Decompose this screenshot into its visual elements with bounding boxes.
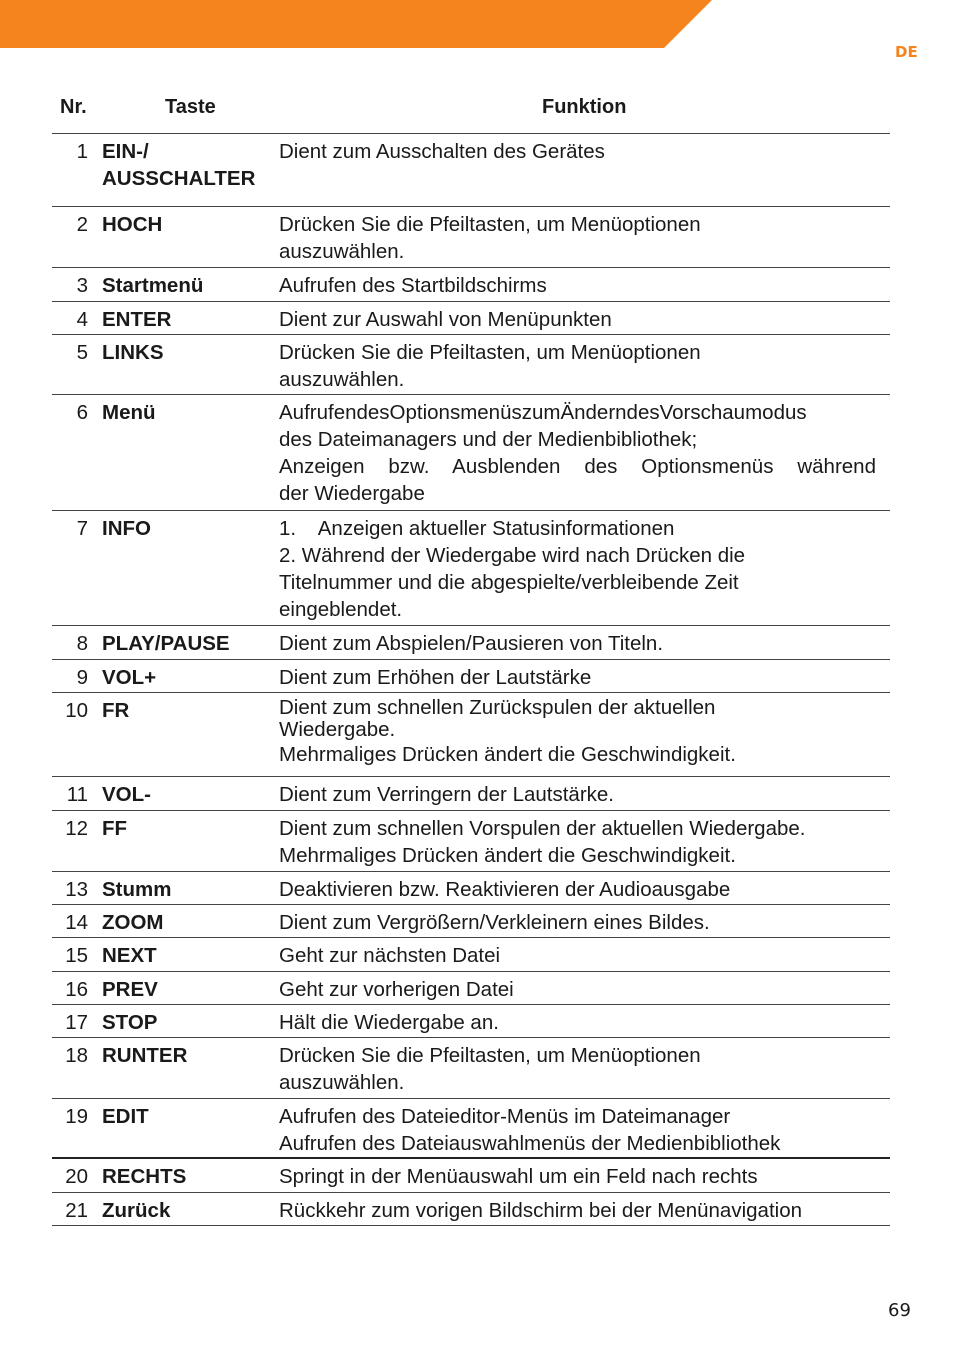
row-number: 17 [65,1011,88,1034]
function-description [279,302,876,334]
header-banner [0,0,712,48]
key-name: NEXT [102,944,157,967]
language-label: DE [895,43,918,61]
table-row [52,395,890,511]
table-row [52,1099,890,1159]
row-number: 5 [76,341,88,364]
function-description [279,1038,876,1098]
row-number: 10 [65,699,88,722]
table-row [52,693,890,777]
table-row [52,1193,890,1226]
row-number: 16 [65,978,88,1001]
table-row [52,1159,890,1193]
description-line: Geht zur vorherigen Datei [279,978,514,1001]
table-row [52,660,890,693]
function-description [279,207,876,267]
table-row [52,777,890,811]
description-line: Dient zur Auswahl von Menüpunkten [279,308,612,331]
description-line: Wiedergabe. [279,718,396,741]
function-description [279,660,876,692]
description-line: auszuwählen. [279,240,405,263]
function-description [279,811,876,871]
row-number: 12 [65,817,88,840]
function-description [279,511,876,625]
function-description [279,777,876,810]
function-description [279,395,876,510]
description-line: Aufrufen des Dateieditor-Menüs im Dateimanager [279,1105,731,1128]
key-name: LINKS [102,341,164,364]
key-name: Menü [102,401,156,424]
description-line: der Wiedergabe [279,482,425,505]
description-line: Mehrmaliges Drücken ändert die Geschwindigkeit. [279,844,736,867]
table-row [52,626,890,660]
description-line: Drücken Sie die Pfeiltasten, um Menüoptionen [279,1044,701,1067]
description-line: Hält die Wiedergabe an. [279,1011,499,1034]
description-line: Geht zur nächsten Datei [279,944,501,967]
description-line: des Dateimanagers und der Medienbibliothek; [279,428,698,451]
description-line: auszuwählen. [279,368,405,391]
row-number: 1 [76,140,88,163]
row-number: 13 [65,878,88,901]
function-description [279,872,876,904]
key-name: FR [102,699,130,722]
description-line: Dient zum Erhöhen der Lautstärke [279,666,592,689]
table-row [52,938,890,972]
row-number: 21 [65,1199,88,1222]
description-line: Titelnummer und die abgespielte/verbleibende Zeit [279,571,739,594]
function-description [279,972,876,1004]
description-line: auszuwählen. [279,1071,405,1094]
table-row [52,511,890,626]
table-row [52,335,890,395]
key-name: HOCH [102,213,163,236]
row-number: 4 [76,308,88,331]
table-row [52,872,890,905]
key-name: ENTER [102,308,172,331]
table-row [52,972,890,1005]
description-line: Dient zum Ausschalten des Gerätes [279,140,605,163]
table-row [52,134,890,207]
row-number: 18 [65,1044,88,1067]
table-row [52,207,890,268]
key-name: Startmenü [102,274,204,297]
description-line: Dient zum Vergrößern/Verkleinern eines Bildes. [279,911,710,934]
description-line: 2. Während der Wiedergabe wird nach Drücken die [279,544,746,567]
key-name: Stumm [102,878,172,901]
key-name: STOP [102,1011,158,1034]
function-description [279,1159,876,1192]
function-description [279,938,876,971]
description-line: 1. Anzeigen aktueller Statusinformationen [279,517,675,540]
key-name: EDIT [102,1105,149,1128]
key-name: VOL- [102,783,151,806]
row-number: 3 [76,274,88,297]
description-line: Mehrmaliges Drücken ändert die Geschwindigkeit. [279,743,736,766]
description-line: Deaktivieren bzw. Reaktivieren der Audioausgabe [279,878,731,901]
description-line: Dient zum schnellen Zurückspulen der aktuellen [279,696,716,719]
description-line: Dient zum Verringern der Lautstärke. [279,783,614,806]
column-header-nr: Nr. [60,96,87,118]
description-line: Rückkehr zum vorigen Bildschirm bei der Menünavigation [279,1199,802,1222]
table-row [52,302,890,335]
key-function-table [52,92,890,1226]
page-number: 69 [888,1300,911,1321]
description-line: Aufrufen des Dateiauswahlmenüs der Medienbibliothek [279,1132,781,1155]
key-name: INFO [102,517,151,540]
description-line: Dient zum schnellen Vorspulen der aktuellen Wiedergabe. [279,817,806,840]
function-description [279,134,876,206]
row-number: 11 [66,783,88,806]
table-body [52,134,890,1226]
function-description [279,268,876,301]
key-name: RUNTER [102,1044,188,1067]
description-line: Drücken Sie die Pfeiltasten, um Menüoptionen [279,341,701,364]
table-row [52,811,890,872]
function-description [279,626,876,659]
description-line: Springt in der Menüauswahl um ein Feld nach rechts [279,1165,758,1188]
function-description [279,1099,876,1157]
function-description [279,1193,876,1225]
function-description [279,693,876,776]
table-header [52,92,890,134]
row-number: 20 [65,1165,88,1188]
description-line: eingeblendet. [279,598,403,621]
row-number: 8 [76,632,88,655]
description-line: Dient zum Abspielen/Pausieren von Titeln. [279,632,664,655]
key-name: PLAY/PAUSE [102,632,230,655]
function-description [279,1005,876,1037]
row-number: 9 [76,666,88,689]
key-name: RECHTS [102,1165,187,1188]
row-number: 15 [65,944,88,967]
row-number: 6 [76,401,88,424]
row-number: 14 [65,911,88,934]
key-name: ZOOM [102,911,164,934]
description-line: Anzeigen bzw. Ausblenden des Optionsmenüs während [279,455,876,478]
row-number: 19 [65,1105,88,1128]
table-row [52,1038,890,1099]
description-line: AufrufendesOptionsmenüszumÄnderndesVorschaumodus [279,401,807,424]
key-name: PREV [102,978,158,1001]
column-header-function: Funktion [542,96,627,118]
key-name: Zurück [102,1199,171,1222]
description-line: Aufrufen des Startbildschirms [279,274,547,297]
row-number: 2 [76,213,88,236]
column-header-key: Taste [165,96,216,118]
table-row [52,1005,890,1038]
row-number: 7 [76,517,88,540]
description-line: Drücken Sie die Pfeiltasten, um Menüoptionen [279,213,701,236]
key-name: FF [102,817,128,840]
key-name: EIN-/ AUSSCHALTER [102,140,256,190]
function-description [279,335,876,394]
function-description [279,905,876,937]
table-row [52,905,890,938]
key-name: VOL+ [102,666,157,689]
table-row [52,268,890,302]
